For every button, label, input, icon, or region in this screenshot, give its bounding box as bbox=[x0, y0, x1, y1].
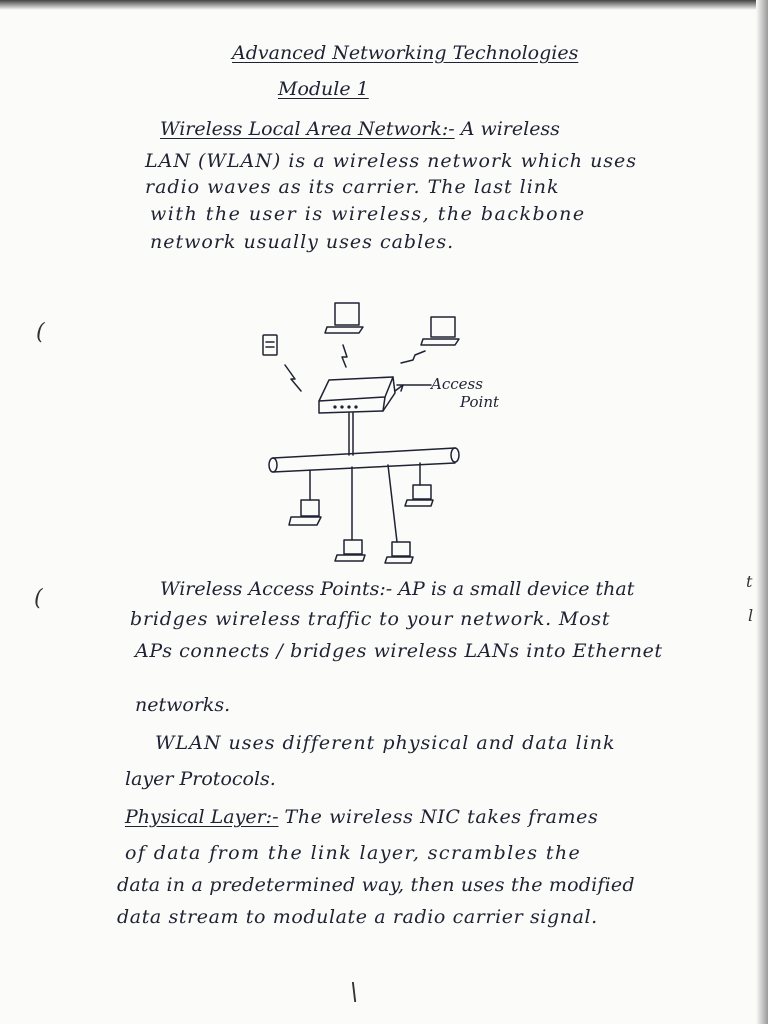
laptop-icon bbox=[325, 303, 363, 333]
page-title: Advanced Networking Technologies bbox=[232, 42, 579, 64]
laptop-icon bbox=[405, 485, 433, 506]
label-arrow bbox=[395, 385, 403, 391]
diagram-svg bbox=[255, 295, 525, 565]
page-right-shadow bbox=[756, 0, 768, 1024]
ap-text-line: AP is a small device that bbox=[398, 578, 635, 600]
physical-text-line: data stream to modulate a radio carrier signal. bbox=[117, 906, 598, 928]
laptop-icon bbox=[289, 500, 321, 525]
handheld-device-icon bbox=[263, 335, 277, 355]
ap-paragraph-line-1 bbox=[160, 578, 634, 600]
module-label: Module 1 bbox=[278, 78, 369, 100]
access-point-icon bbox=[319, 377, 395, 413]
ap-text-line: networks. bbox=[135, 694, 231, 716]
physical-text-line: data in a predetermined way, then uses the modified bbox=[117, 874, 635, 896]
wireless-signal-icon bbox=[285, 365, 301, 391]
margin-mark: ( bbox=[34, 586, 43, 611]
wlan-paragraph-line-1 bbox=[160, 118, 560, 140]
wlan-text-line: radio waves as its carrier. The last link bbox=[145, 176, 560, 198]
access-point-label: Access bbox=[431, 375, 483, 393]
margin-mark: \ bbox=[350, 978, 359, 1006]
drop-cable bbox=[388, 465, 397, 542]
laptop-icon bbox=[335, 540, 365, 561]
wlan-text-line: LAN (WLAN) is a wireless network which uses bbox=[145, 150, 638, 172]
protocols-text-line: WLAN uses different physical and data link bbox=[155, 732, 616, 754]
laptop-icon bbox=[385, 542, 413, 563]
wireless-signal-icon bbox=[401, 351, 425, 363]
wireless-signal-icon bbox=[342, 345, 347, 367]
physical-text-line: The wireless NIC takes frames bbox=[284, 806, 599, 828]
wlan-network-diagram bbox=[255, 295, 525, 565]
access-point-label: Point bbox=[460, 393, 500, 411]
margin-mark: l bbox=[748, 606, 754, 625]
wlan-text-line: network usually uses cables. bbox=[150, 231, 455, 253]
page-top-shadow bbox=[0, 0, 768, 10]
laptop-icon bbox=[421, 317, 459, 345]
wlan-text-line: with the user is wireless, the backbone bbox=[150, 203, 586, 225]
backbone-cable bbox=[269, 448, 459, 472]
margin-mark: t bbox=[746, 572, 753, 591]
ap-heading: Wireless Access Points:- bbox=[160, 578, 393, 600]
physical-heading: Physical Layer:- bbox=[125, 806, 279, 828]
margin-mark: ( bbox=[36, 320, 45, 345]
physical-text-line: of data from the link layer, scrambles the bbox=[125, 842, 582, 864]
ap-text-line: APs connects / bridges wireless LANs into Ethernet bbox=[135, 640, 663, 662]
wlan-heading: Wireless Local Area Network:- bbox=[160, 118, 455, 140]
ap-text-line: bridges wireless traffic to your network. Most bbox=[130, 608, 611, 630]
wlan-text-line: A wireless bbox=[460, 118, 560, 140]
physical-paragraph-line-1 bbox=[125, 806, 598, 828]
protocols-text-line: layer Protocols. bbox=[125, 768, 276, 790]
